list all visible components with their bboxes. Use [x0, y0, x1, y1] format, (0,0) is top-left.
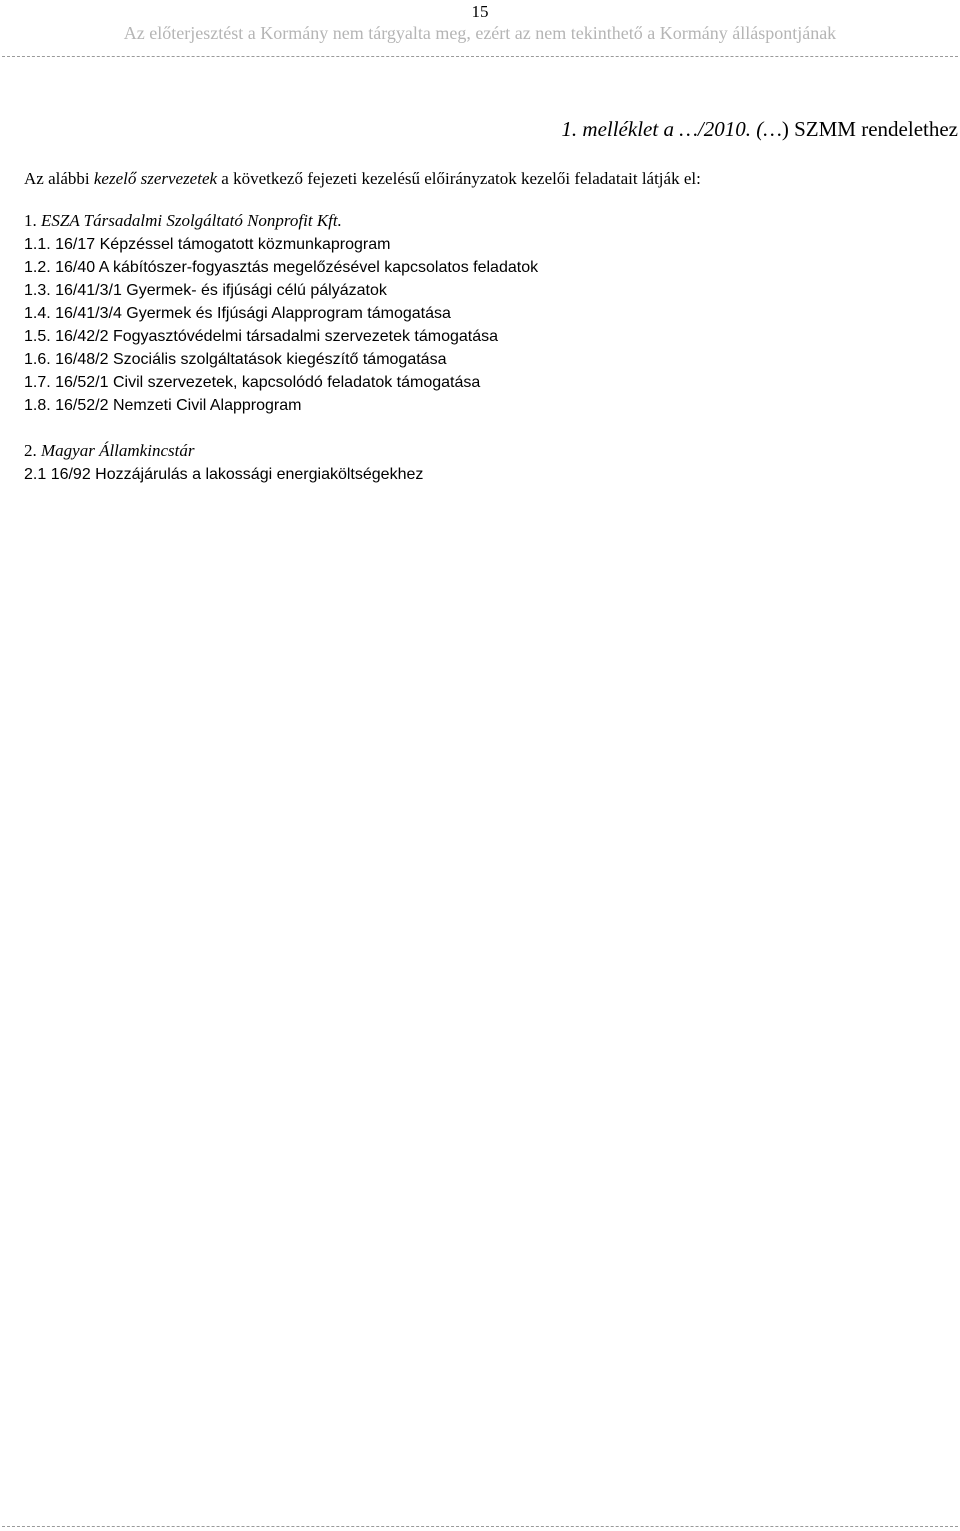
org-title-1 — [24, 210, 924, 232]
list-item: 1.1. 16/17 Képzéssel támogatott közmunkaprogram — [24, 236, 391, 253]
list-item: 2.1 16/92 Hozzájárulás a lakossági energiaköltségekhez — [24, 466, 424, 483]
list-item: 1.4. 16/41/3/4 Gyermek és Ifjúsági Alapprogram támogatása — [24, 305, 451, 322]
intro-after: a következő fejezeti kezelésű előirányzatok kezelői feladatait látják el: — [217, 169, 701, 188]
watermark-notice: Az előterjesztést a Kormány nem tárgyalta meg, ezért az nem tekinthető a Kormány álláspontjának — [123, 23, 837, 43]
list-item: 1.6. 16/48/2 Szociális szolgáltatások kiegészítő támogatása — [24, 351, 447, 368]
org-items-2 — [24, 463, 924, 486]
org-title-2 — [24, 440, 924, 462]
org-number-1: 1. — [24, 211, 41, 230]
header-divider — [2, 56, 958, 57]
annex-title — [561, 116, 958, 142]
intro-italic: kezelő szervezetek — [93, 169, 218, 188]
intro-paragraph — [24, 168, 701, 190]
page-number: 15 — [471, 2, 489, 21]
org-number-2: 2. — [24, 441, 41, 460]
footer-divider — [2, 1526, 958, 1527]
section-gap — [24, 417, 924, 440]
annex-title-regular: ) SZMM rendelethez — [781, 117, 958, 141]
list-item: 1.3. 16/41/3/1 Gyermek- és ifjúsági célú pályázatok — [24, 282, 387, 299]
org-items-1 — [24, 233, 924, 417]
organization-list — [24, 210, 924, 486]
intro-before: Az alábbi — [24, 169, 94, 188]
list-item: 1.2. 16/40 A kábítószer-fogyasztás megelőzésével kapcsolatos feladatok — [24, 259, 539, 276]
annex-title-italic: 1. melléklet a …/2010. (… — [561, 117, 782, 141]
org-name-1: ESZA Társadalmi Szolgáltató Nonprofit Kft. — [41, 211, 342, 230]
list-item: 1.7. 16/52/1 Civil szervezetek, kapcsolódó feladatok támogatása — [24, 374, 481, 391]
list-item: 1.5. 16/42/2 Fogyasztóvédelmi társadalmi szervezetek támogatása — [24, 328, 499, 345]
org-name-2: Magyar Államkincstár — [41, 441, 195, 460]
list-item: 1.8. 16/52/2 Nemzeti Civil Alapprogram — [24, 397, 302, 414]
